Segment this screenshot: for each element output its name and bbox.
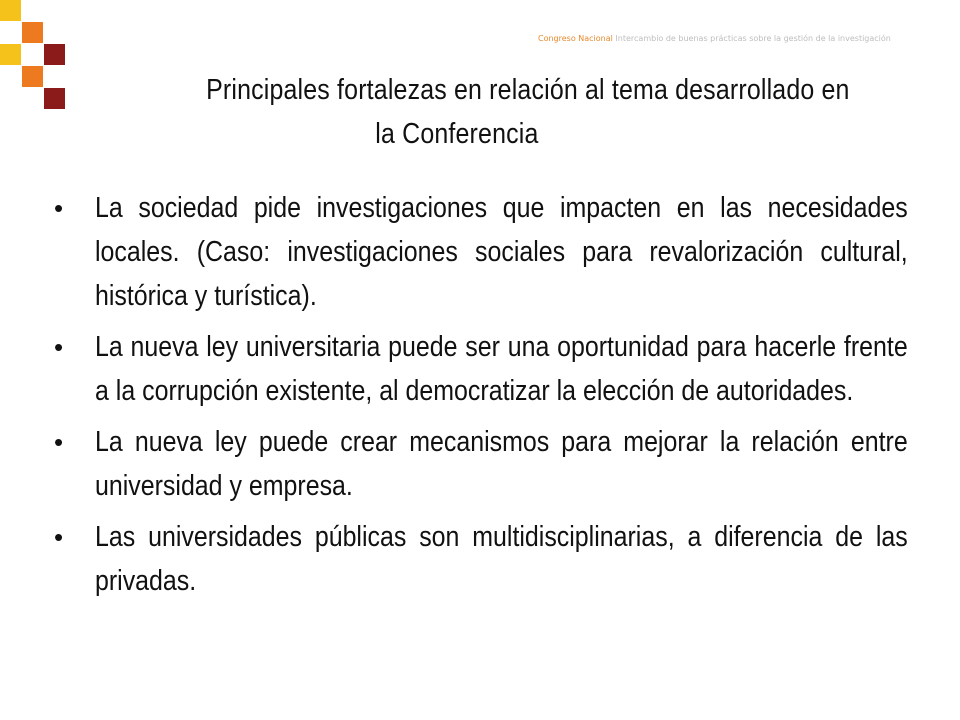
conference-header — [538, 34, 908, 43]
bullet-item — [54, 515, 909, 603]
orange-square — [22, 22, 43, 43]
title-line-2: la Conferencia — [375, 118, 539, 150]
bullet-item — [54, 186, 909, 318]
bullet-list — [54, 186, 909, 610]
orange-square — [22, 66, 43, 87]
bullet-dot-icon: • — [54, 427, 64, 457]
bullet-text: La sociedad pide investigaciones que impacten en las necesidades locales. (Caso: investigaciones sociales para revalorización cultural, histórica y turística). — [95, 192, 908, 312]
yellow-square — [0, 44, 21, 65]
maroon-square — [44, 44, 65, 65]
bullet-dot-icon: • — [54, 522, 64, 552]
maroon-square — [44, 88, 65, 109]
bullet-text: Las universidades públicas son multidisciplinarias, a diferencia de las privadas. — [95, 521, 908, 597]
bullet-dot-icon: • — [54, 193, 64, 223]
title-line-1: Principales fortalezas en relación al tema desarrollado en — [206, 74, 850, 106]
bullet-dot-icon: • — [54, 332, 64, 362]
conference-brand: Congreso Nacional — [538, 34, 613, 43]
slide-title — [100, 68, 951, 156]
bullet-text: La nueva ley puede crear mecanismos para mejorar la relación entre universidad y empresa. — [95, 426, 908, 502]
bullet-text: La nueva ley universitaria puede ser una oportunidad para hacerle frente a la corrupción existente, al democratizar la elección de autoridades. — [95, 331, 908, 407]
yellow-square — [0, 0, 21, 21]
bullet-item — [54, 420, 909, 508]
conference-subtitle: Intercambio de buenas prácticas sobre la gestión de la investigación — [612, 34, 891, 43]
bullet-item — [54, 325, 909, 413]
